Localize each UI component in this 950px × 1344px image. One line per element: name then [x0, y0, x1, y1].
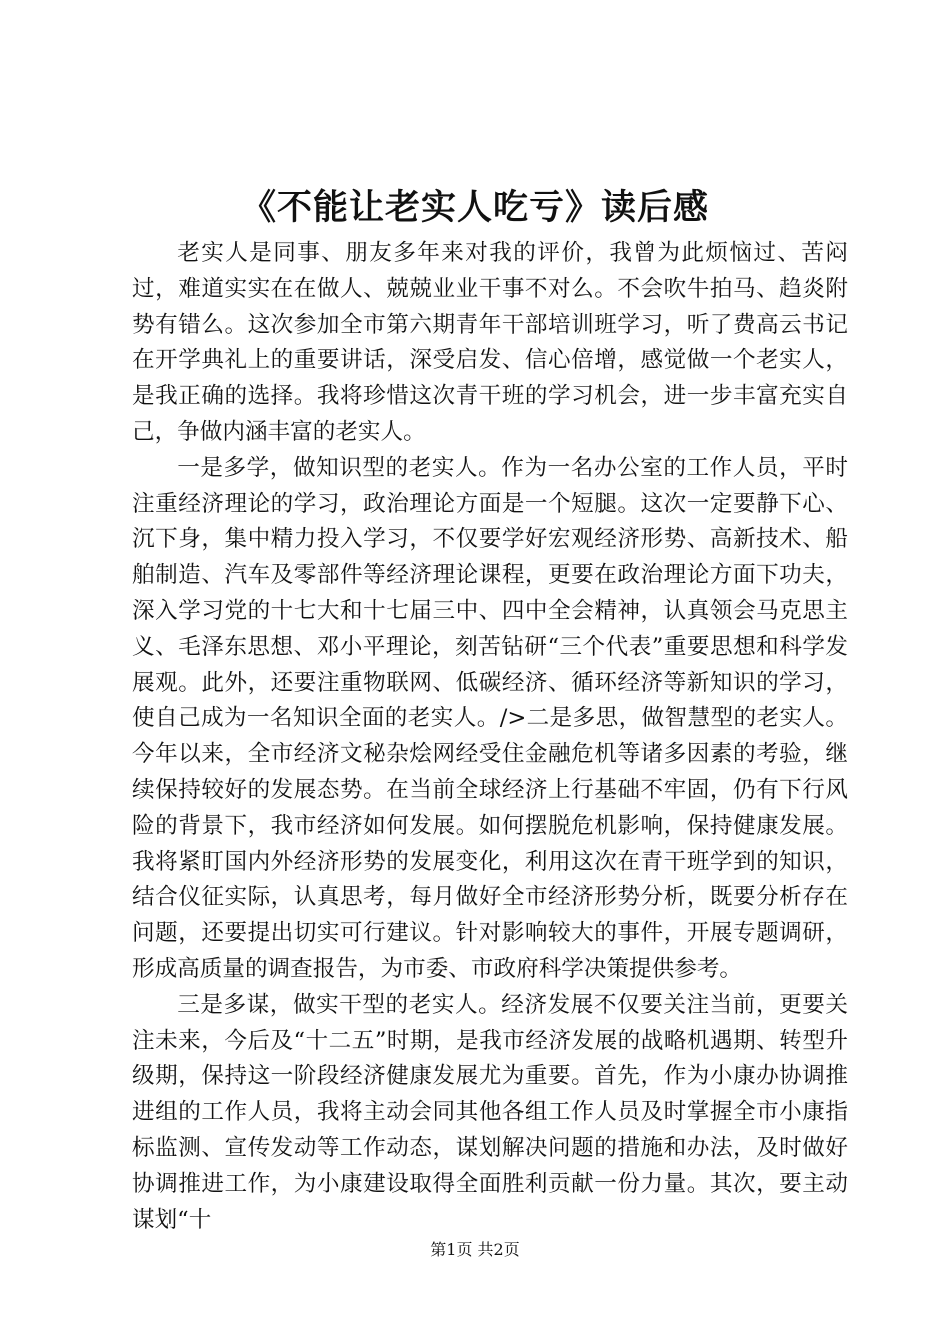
- paragraph-study-and-think: 一是多学，做知识型的老实人。作为一名办公室的工作人员，平时注重经济理论的学习，政治理论方面是一个短腿。这次一定要静下心、沉下身，集中精力投入学习，不仅要学好宏观经济形势、高新技术、船舶制造、汽车及零部件等经济理论课程，更要在政治理论方面下功夫，深入学习党的十七大和十七届三中、四中全会精神，认真领会马克思主义、毛泽东思想、邓小平理论，刻苦钻研“三个代表”重要思想和科学发展观。此外，还要注重物联网、低碳经济、循环经济等新知识的学习，使自己成为一名知识全面的老实人。/>二是多思，做智慧型的老实人。今年以来，全市经济文秘杂烩网经受住金融危机等诸多因素的考验，继续保持较好的发展态势。在当前全球经济上行基础不牢固，仍有下行风险的背景下，我市经济如何发展。如何摆脱危机影响，保持健康发展。我将紧盯国内外经济形势的发展变化，利用这次在青干班学到的知识，结合仪征实际，认真思考，每月做好全市经济形势分析，既要分析存在问题，还要提出切实可行建议。针对影响较大的事件，开展专题调研，形成高质量的调查报告，为市委、市政府科学决策提供参考。: [132, 454, 848, 982]
- paragraph-intro: 老实人是同事、朋友多年来对我的评价，我曾为此烦恼过、苦闷过，难道实实在在做人、兢兢业业干事不对么。不会吹牛拍马、趋炎附势有错么。这次参加全市第六期青年干部培训班学习，听了费高云书记在开学典礼上的重要讲话，深受启发、信心倍增，感觉做一个老实人，是我正确的选择。我将珍惜这次青干班的学习机会，进一步丰富充实自己，争做内涵丰富的老实人。: [132, 240, 848, 445]
- document-body: [132, 236, 848, 1238]
- document-title: 《不能让老实人吃亏》读后感: [240, 187, 709, 228]
- paragraph-plan: 三是多谋，做实干型的老实人。经济发展不仅要关注当前，更要关注未来，今后及“十二五”时期，是我市经济发展的战略机遇期、转型升级期，保持这一阶段经济健康发展尤为重要。首先，作为小康办协调推进组的工作人员，我将主动会同其他各组工作人员及时掌握全市小康指标监测、宣传发动等工作动态，谋划解决问题的措施和办法，及时做好协调推进工作，为小康建设取得全面胜利贡献一份力量。其次，要主动谋划“十: [132, 991, 848, 1233]
- page-number-footer: 第1页 共2页: [430, 1240, 520, 1259]
